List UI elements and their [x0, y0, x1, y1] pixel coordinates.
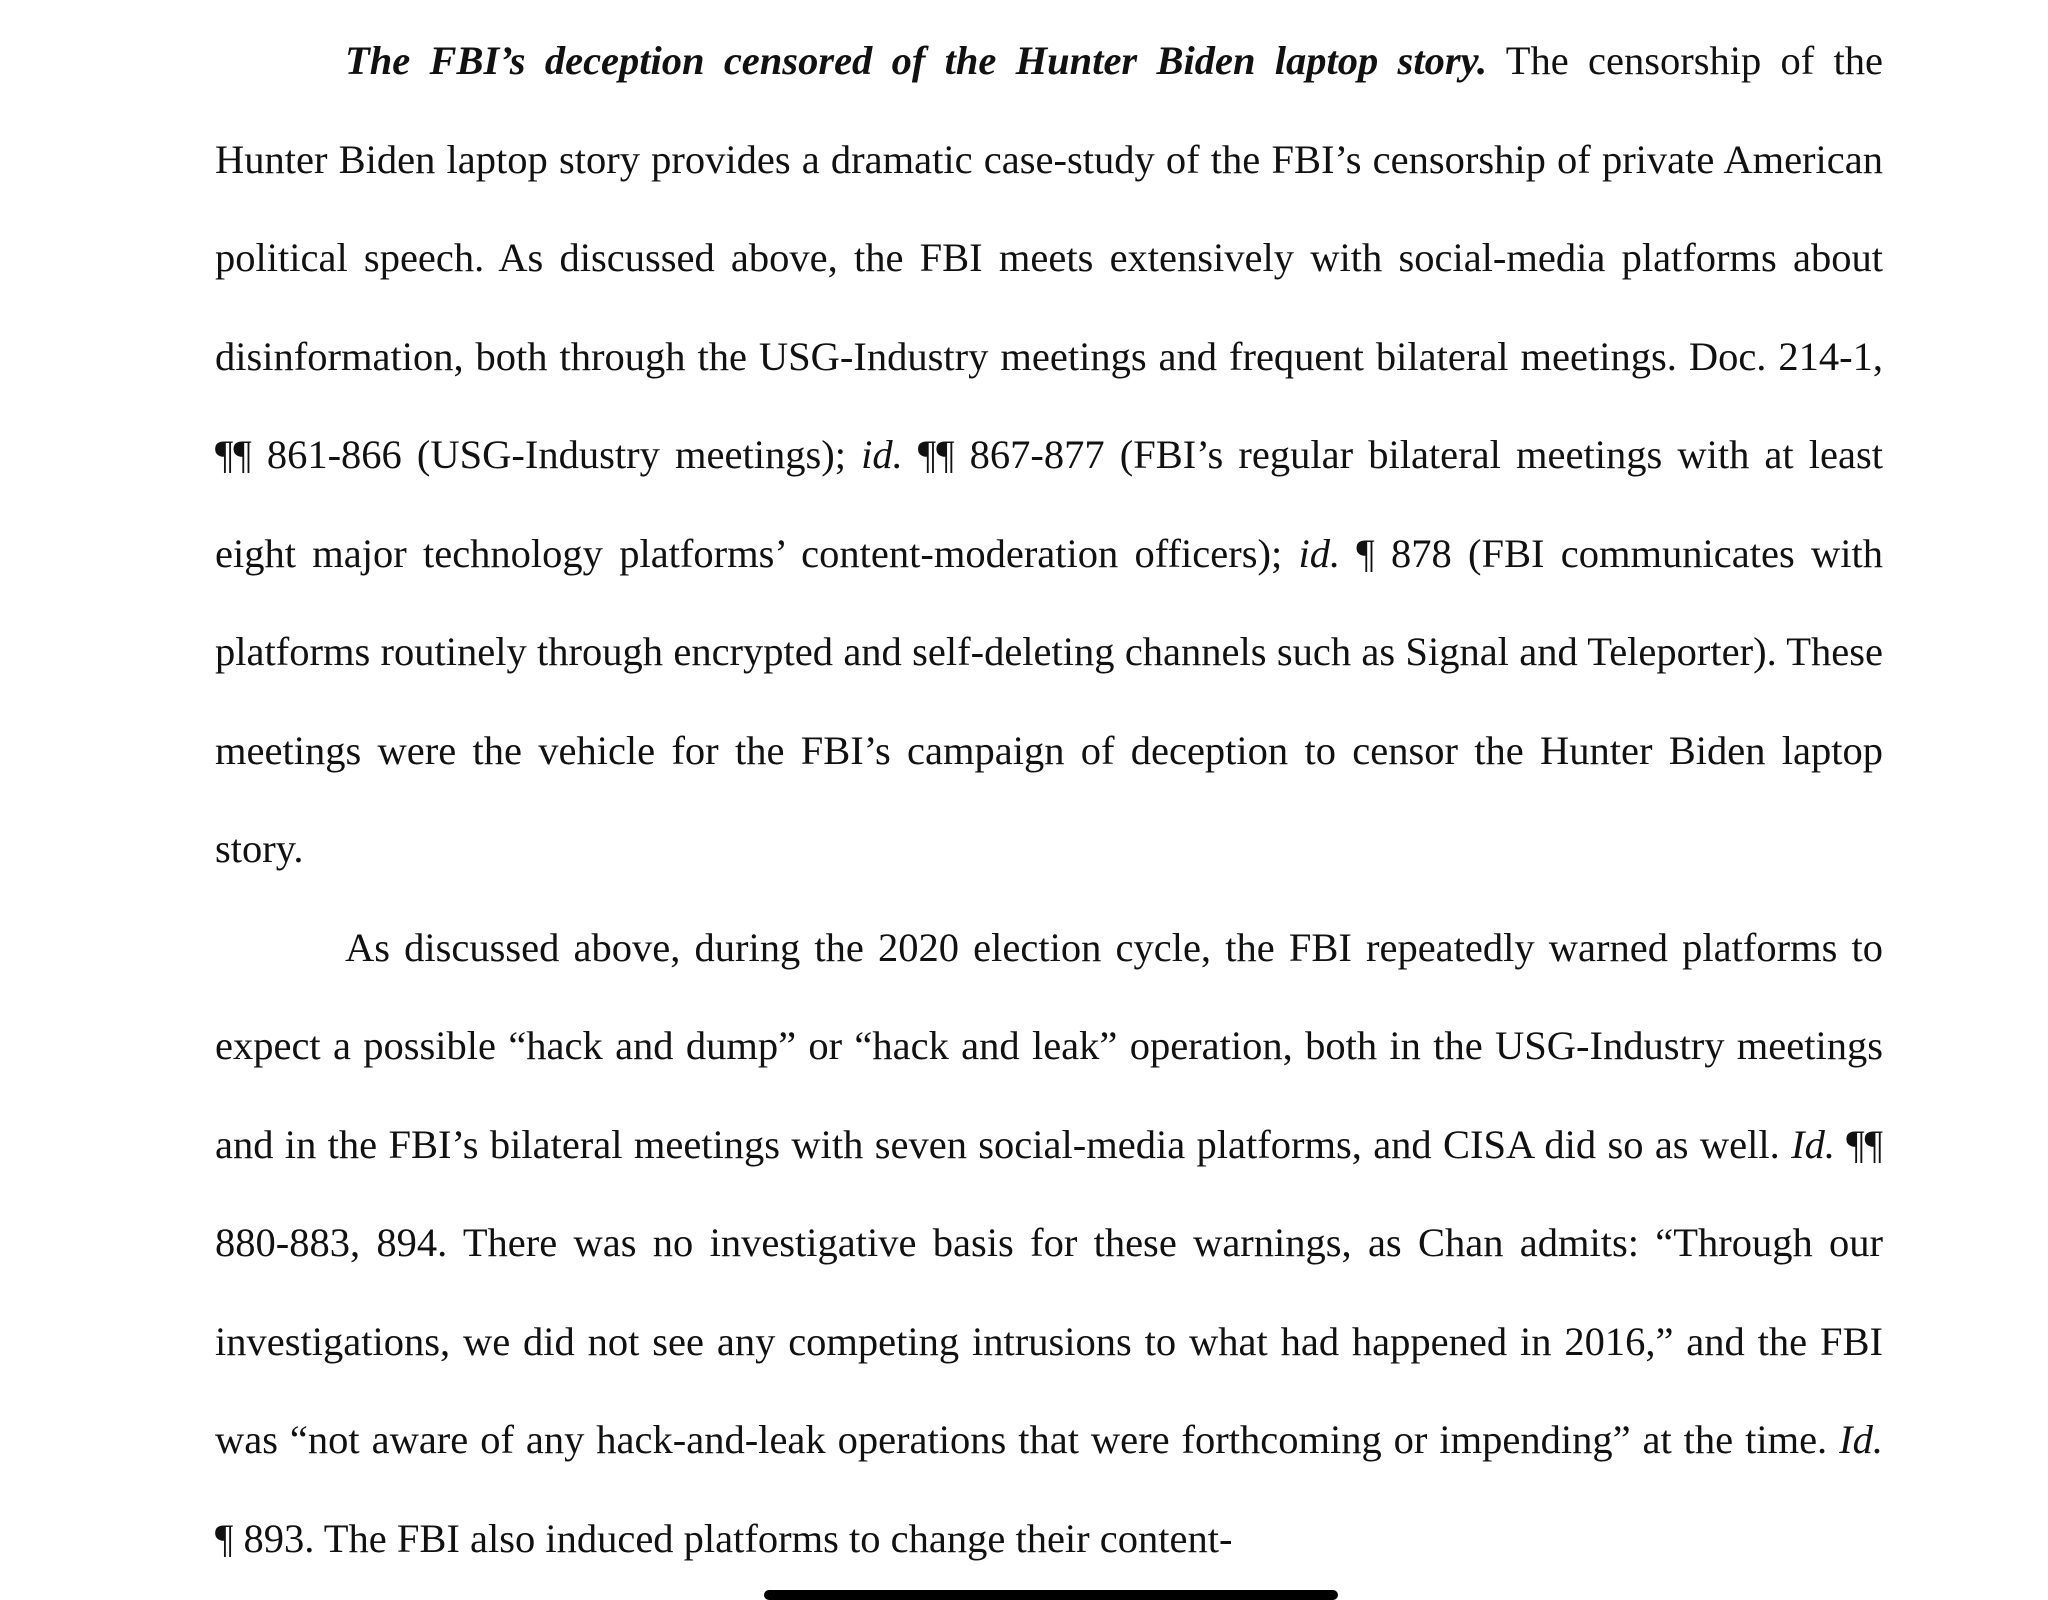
section-heading: The FBI’s deception censored of the Hunter Biden laptop story.: [345, 38, 1488, 83]
paragraph-1-text-3: ¶ 878 (FBI communicates with platforms routinely through encrypted and self-deleting channels such as Signal and Teleporter). These meetings were the vehicle for the FBI’s campaign of deception to censor the Hunter Biden laptop story.: [215, 530, 1883, 871]
citation-id: Id.: [1791, 1121, 1835, 1167]
paragraph-1-text-1: The censorship of the Hunter Biden laptop story provides a dramatic case-study of the FBI’s censorship of private American political speech. As discussed above, the FBI meets extensively with social-media platforms about disinformation, both through the USG-Industry meetings and frequent bilateral meetings. Doc. 214-1, ¶¶ 861-866 (USG-Industry meetings);: [215, 38, 1883, 477]
paragraph-2-text-1: As discussed above, during the 2020 election cycle, the FBI repeatedly warned platforms to expect a possible “hack and dump” or “hack and leak” operation, both in the USG-Industry meetings and in the FBI’s bilateral meetings with seven social-media platforms, and CISA did so as well.: [215, 924, 1883, 1167]
paragraph-2-text-3: ¶ 893. The FBI also induced platforms to change their content-: [215, 1515, 1233, 1561]
citation-id: id.: [1298, 530, 1341, 576]
paragraph-1: [215, 12, 1883, 899]
home-indicator[interactable]: [764, 1590, 1338, 1600]
paragraph-1-text-2: ¶¶ 867-877 (FBI’s regular bilateral meetings with at least eight major technology platforms’ content-moderation officers);: [215, 432, 1883, 576]
citation-id: id.: [861, 432, 903, 477]
paragraph-2: [215, 899, 1883, 1589]
citation-id: Id.: [1839, 1417, 1883, 1462]
document-page: [215, 12, 1883, 1588]
paragraph-2-text-2: ¶¶ 880-883, 894. There was no investigative basis for these warnings, as Chan admits: “Through our investigations, we did not see any competing intrusions to what had happened in 2016,” and the FBI was “not aware of any hack-and-leak operations that were forthcoming or impending” at the time.: [215, 1121, 1884, 1462]
